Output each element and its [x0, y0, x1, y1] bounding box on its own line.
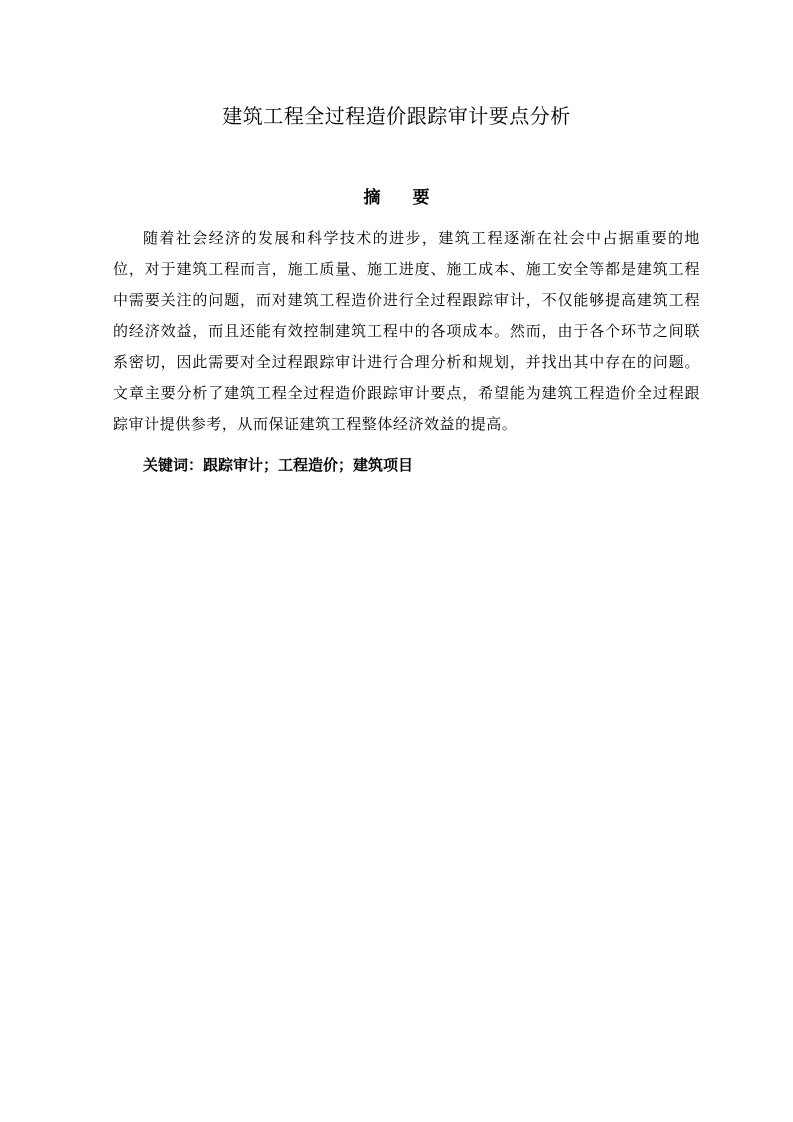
abstract-heading-right: 要: [412, 188, 430, 208]
document-title: 建筑工程全过程造价跟踪审计要点分析: [222, 104, 571, 128]
abstract-paragraph: 随着社会经济的发展和科学技术的进步，建筑工程逐渐在社会中占据重要的地位，对于建筑工程而言，施工质量、施工进度、施工成本、施工安全等都是建筑工程中需要关注的问题，而对建筑工程造价进行全过程跟踪审计，不仅能够提高建筑工程的经济效益，而且还能有效控制建筑工程中的各项成本。然而，由于各个环节之间联系密切，因此需要对全过程跟踪审计进行合理分析和规划，并找出其中存在的问题。文章主要分析了建筑工程全过程造价跟踪审计要点，希望能为建筑工程造价全过程跟踪审计提供参考，从而保证建筑工程整体经济效益的提高。: [113, 229, 700, 433]
keywords-value: 跟踪审计；工程造价；建筑项目: [203, 456, 414, 474]
abstract-heading-left: 摘: [363, 188, 381, 208]
abstract-heading: [0, 184, 793, 212]
keywords-line: [143, 451, 413, 479]
keywords-label: 关键词：: [143, 456, 204, 474]
